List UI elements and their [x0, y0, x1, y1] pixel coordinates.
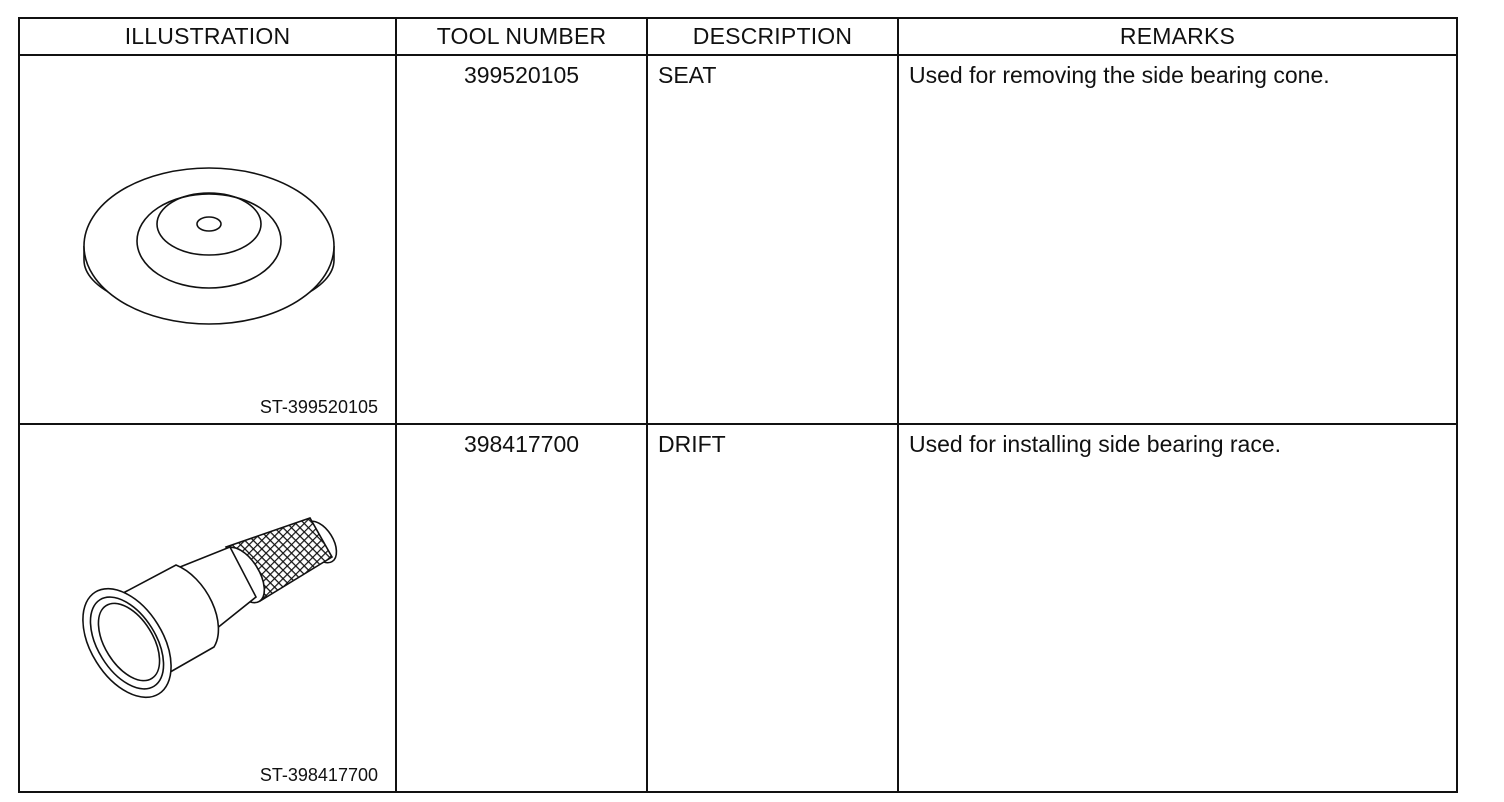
illustration-code: ST-398417700: [259, 765, 378, 785]
header-description: DESCRIPTION: [647, 18, 898, 55]
illustration-code: ST-399520105: [259, 396, 378, 417]
tool-number: 399520105: [463, 62, 580, 88]
seat-disc-icon: [20, 56, 397, 422]
special-tools-table: [18, 17, 1458, 793]
description-cell: [647, 55, 898, 424]
illustration-cell: [19, 424, 396, 793]
remarks-cell: [898, 55, 1457, 424]
tool-number-cell: [396, 55, 647, 424]
header-tool-number: TOOL NUMBER: [396, 18, 647, 55]
remarks: Used for installing side bearing race.: [909, 430, 1282, 457]
remarks-cell: [898, 424, 1457, 793]
description: DRIFT: [658, 430, 726, 457]
header-illustration: ILLUSTRATION: [19, 18, 396, 55]
description-cell: [647, 424, 898, 793]
table-row: [19, 55, 1457, 424]
table-row: [19, 424, 1457, 793]
header-remarks: REMARKS: [898, 18, 1457, 55]
illustration-cell: [19, 55, 396, 424]
tool-number-cell: [396, 424, 647, 793]
description: SEAT: [658, 62, 717, 88]
header-row: [19, 18, 1457, 55]
remarks: Used for removing the side bearing cone.: [909, 62, 1330, 88]
tool-number: 398417700: [463, 430, 580, 457]
drift-tool-icon: [20, 425, 397, 791]
